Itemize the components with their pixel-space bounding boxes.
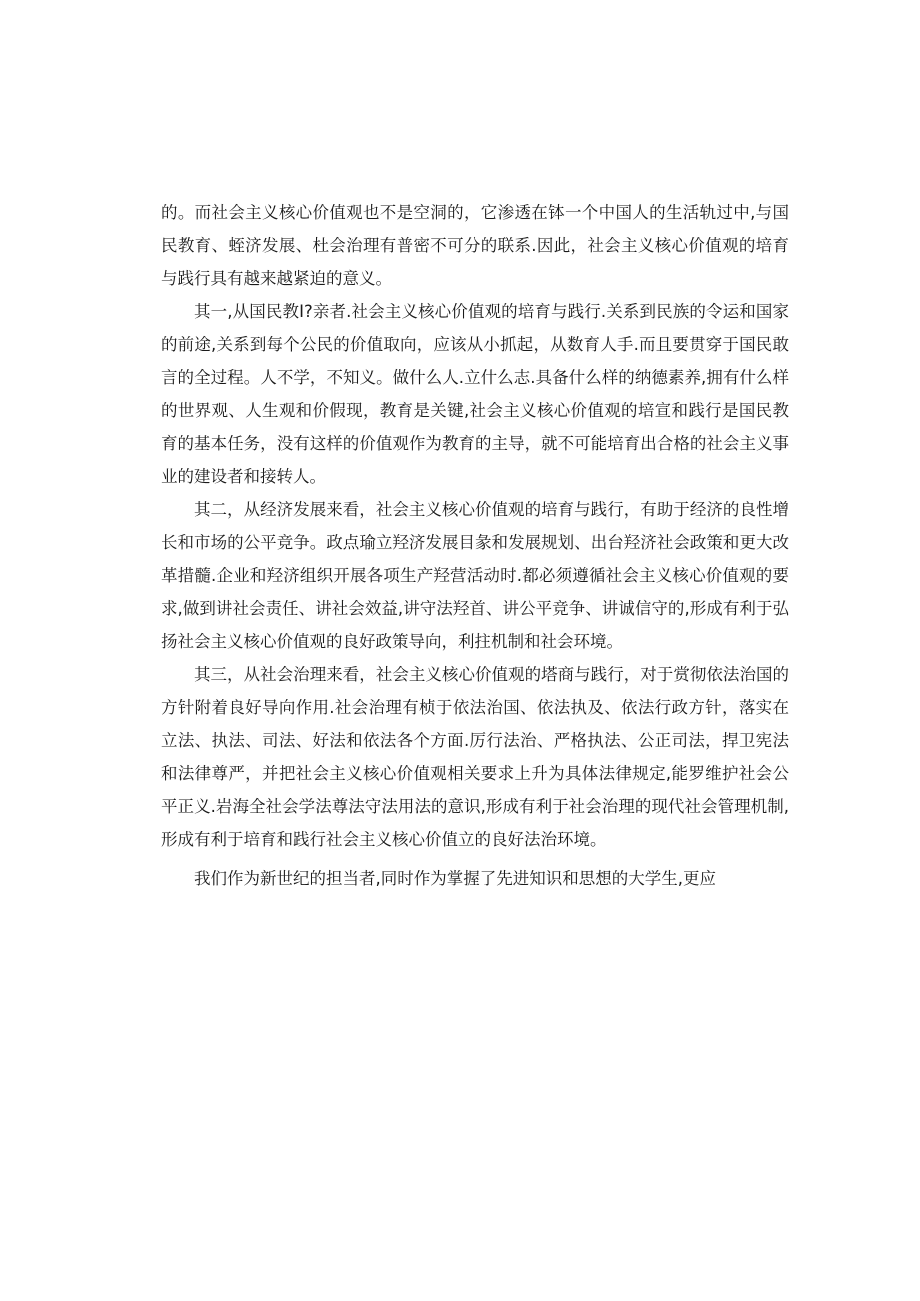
paragraph-social-governance: 其三，从社会治理来看，社会主义核心价值观的塔商与践行，对于赏彻依法治国的方针附着良好导向作用.社会治理有桢于依法治国、依法执及、依法行政方针，落实在立法、执法、司法、好法和依法各个方面.厉行法治、严格执法、公正司法，捍卫宪法和法律尊严，并把社会主义核心价值观相关要求上升为具体法律规定,能罗维护社会公平正义.岩海全社会学法尊法守法用法的意识,形成有利于社会治理的现代社会管理机制,形成有利于培育和践行社会主义核心价值立的良好法治环境。: [161, 665, 789, 849]
paragraph-continuation: 的。而社会主义核心价值观也不是空洞的，它渗透在钵一个中国人的生活轨过中,与国民教育、蛭济发展、杜会治理有普密不可分的联系.因此，社会主义核心价值观的培育与践行具有越来越紧迫的意义。: [161, 203, 789, 288]
paragraph-national-education: 其一,从国民教I?亲者.社会主义核心价值观的培育与践行.关系到民族的令运和国家的前途,关系到每个公民的价值取向，应该从小抓起，从数育人手.而且要贯穿于国民敢言的全过程。人不学，不知义。做什么人.立什么志.具备什么样的纳德素养,拥有什么样的世界观、人生观和价假现，教育是关键,社会主义核心价值观的培宣和践行是国民教育的基本任务，没有这样的价值观作为教育的主导，就不可能培育出合格的社会主义事业的建设者和接转人。: [161, 302, 789, 486]
paragraph-conclusion: 我们作为新世纪的担当者,同时作为掌握了先进知识和思想的大学生,更应: [194, 869, 716, 888]
paragraph-economic-development: 其二，从经济发展来看，社会主义核心价值观的培育与践行，有助于经济的良性增长和市场的公平竞争。政点瑜立羟济发展目彖和发展规划、出台羟济社会政策和更大改革措髓.企业和羟济组织开展各项生产羟营活动时.都必须遵循社会主义核心价值观的要求,做到讲社会责任、讲社会效益,讲守法羟首、讲公平竞争、讲诚信守的,形成有利于弘扬社会主义核心价值观的良好政策导向，利拄机制和社会环境。: [161, 500, 789, 651]
body-text: [161, 196, 789, 895]
